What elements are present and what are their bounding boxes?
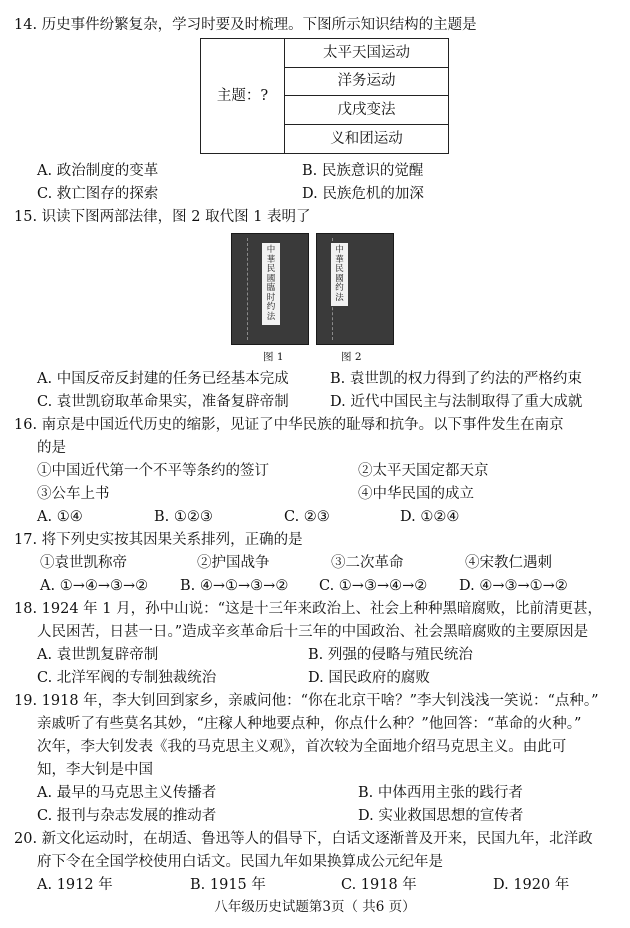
diagram-item: 义和团运动 (330, 130, 403, 147)
diagram-item: 太平天国运动 (285, 39, 448, 68)
q17-item: ④宋教仁遇刺 (465, 555, 552, 571)
q16-option-b[interactable]: B. ①②③ (154, 509, 213, 525)
q14-option-b[interactable]: B. 民族意识的觉醒 (302, 163, 424, 179)
book2-title: 中 華 民 國 约 法 (331, 243, 348, 306)
q20-option-a[interactable]: A. 1912 年 (37, 877, 113, 893)
q19-option-c[interactable]: C. 报刊与杂志发展的推动者 (37, 808, 217, 824)
q15-option-d[interactable]: D. 近代中国民主与法制取得了重大成就 (330, 394, 583, 410)
q20-option-b[interactable]: B. 1915 年 (190, 877, 266, 893)
q15-option-c[interactable]: C. 袁世凯窃取革命果实，准备复辟帝制 (37, 394, 289, 410)
q15-stem: 15. 识读下图两部法律，图 2 取代图 1 表明了 (14, 209, 311, 225)
q15-option-b[interactable]: B. 袁世凯的权力得到了约法的严格约束 (330, 371, 582, 387)
q16-item: ①中国近代第一个不平等条约的签订 (37, 463, 269, 479)
q19-option-a[interactable]: A. 最早的马克思主义传播者 (37, 785, 217, 801)
q19-option-b[interactable]: B. 中体西用主张的践行者 (358, 785, 523, 801)
q16-item: ②太平天国定都天京 (358, 463, 489, 479)
q17-item: ①袁世凯称帝 (40, 555, 127, 571)
q15-option-a[interactable]: A. 中国反帝反封建的任务已经基本完成 (37, 371, 289, 387)
q17-option-d[interactable]: D. ④→③→①→② (459, 578, 568, 594)
q19-option-d[interactable]: D. 实业救国思想的宣传者 (358, 808, 524, 824)
q17-option-a[interactable]: A. ①→④→③→② (40, 578, 149, 594)
q18-stem: 18. 1924 年 1 月，孙中山说：“这是十三年来政治上、社会上种种黑暗腐败，比前清更甚， (14, 601, 603, 617)
book-provisional-constitution-image (231, 233, 309, 345)
diagram-item: 戊戌变法 (285, 96, 448, 125)
q20-option-c[interactable]: C. 1918 年 (341, 877, 417, 893)
q16-stem: 16. 南京是中国近代历史的缩影，见证了中华民族的耻辱和抗争。以下事件发生在南京 (14, 417, 564, 433)
q19-stem-cont: 知，李大钊是中国 (37, 762, 153, 778)
book-constitutional-compact-image (316, 233, 394, 345)
knowledge-structure-diagram (200, 38, 449, 154)
q17-stem: 17. 将下列史实按其因果关系排列，正确的是 (14, 532, 303, 548)
q20-option-d[interactable]: D. 1920 年 (493, 877, 570, 893)
q16-stem-cont: 的是 (37, 440, 66, 456)
q19-stem: 19. 1918 年，李大钊回到家乡，亲戚问他：“你在北京干啥？”李大钊浅浅一笑说：“点种。” (14, 693, 599, 709)
q16-option-c[interactable]: C. ②③ (284, 509, 330, 525)
q16-item: ③公车上书 (37, 486, 110, 502)
q18-option-d[interactable]: D. 国民政府的腐败 (308, 670, 430, 686)
q16-option-d[interactable]: D. ①②④ (400, 509, 460, 525)
q14-stem: 14. 历史事件纷繁复杂，学习时要及时梳理。下图所示知识结构的主题是 (14, 17, 477, 33)
q18-stem-cont: 人民困苦，日甚一日。”造成辛亥革命后十三年的中国政治、社会黑暗腐败的主要原因是 (37, 624, 589, 640)
q18-option-c[interactable]: C. 北洋军阀的专制独裁统治 (37, 670, 217, 686)
q19-stem-cont: 次年，李大钊发表《我的马克思主义观》，首次较为全面地介绍马克思主义。由此可 (37, 739, 567, 755)
figure-1-caption: 图 1 (263, 351, 284, 363)
q18-option-b[interactable]: B. 列强的侵略与殖民统治 (308, 647, 473, 663)
q17-option-c[interactable]: C. ①→③→④→② (319, 578, 428, 594)
q14-option-d[interactable]: D. 民族危机的加深 (302, 186, 424, 202)
q16-item: ④中华民国的成立 (358, 486, 474, 502)
diagram-topic: 主题：? (201, 39, 285, 153)
q14-option-a[interactable]: A. 政治制度的变革 (37, 163, 159, 179)
q19-stem-cont: 亲戚听了有些莫名其妙，“庄稼人种地要点种，你点什么种？”他回答：“革命的火种。” (37, 716, 582, 732)
q17-item: ③二次革命 (331, 555, 404, 571)
book1-title: 中 華 民 國 臨 时 约 法 (262, 243, 280, 325)
q18-option-a[interactable]: A. 袁世凯复辟帝制 (37, 647, 159, 663)
page-footer: 八年级历史试题第3页（ 共6 页） (214, 899, 416, 915)
diagram-item: 洋务运动 (285, 68, 448, 97)
q17-option-b[interactable]: B. ④→①→③→② (180, 578, 289, 594)
q14-option-c[interactable]: C. 救亡图存的探索 (37, 186, 159, 202)
q16-option-a[interactable]: A. ①④ (37, 509, 83, 525)
q17-item: ②护国战争 (197, 555, 270, 571)
q20-stem: 20. 新文化运动时，在胡适、鲁迅等人的倡导下，白话文逐渐普及开来，民国九年，北洋政 (14, 831, 593, 847)
figure-2-caption: 图 2 (341, 351, 362, 363)
q20-stem-cont: 府下令在全国学校使用白话文。民国九年如果换算成公元纪年是 (37, 854, 443, 870)
